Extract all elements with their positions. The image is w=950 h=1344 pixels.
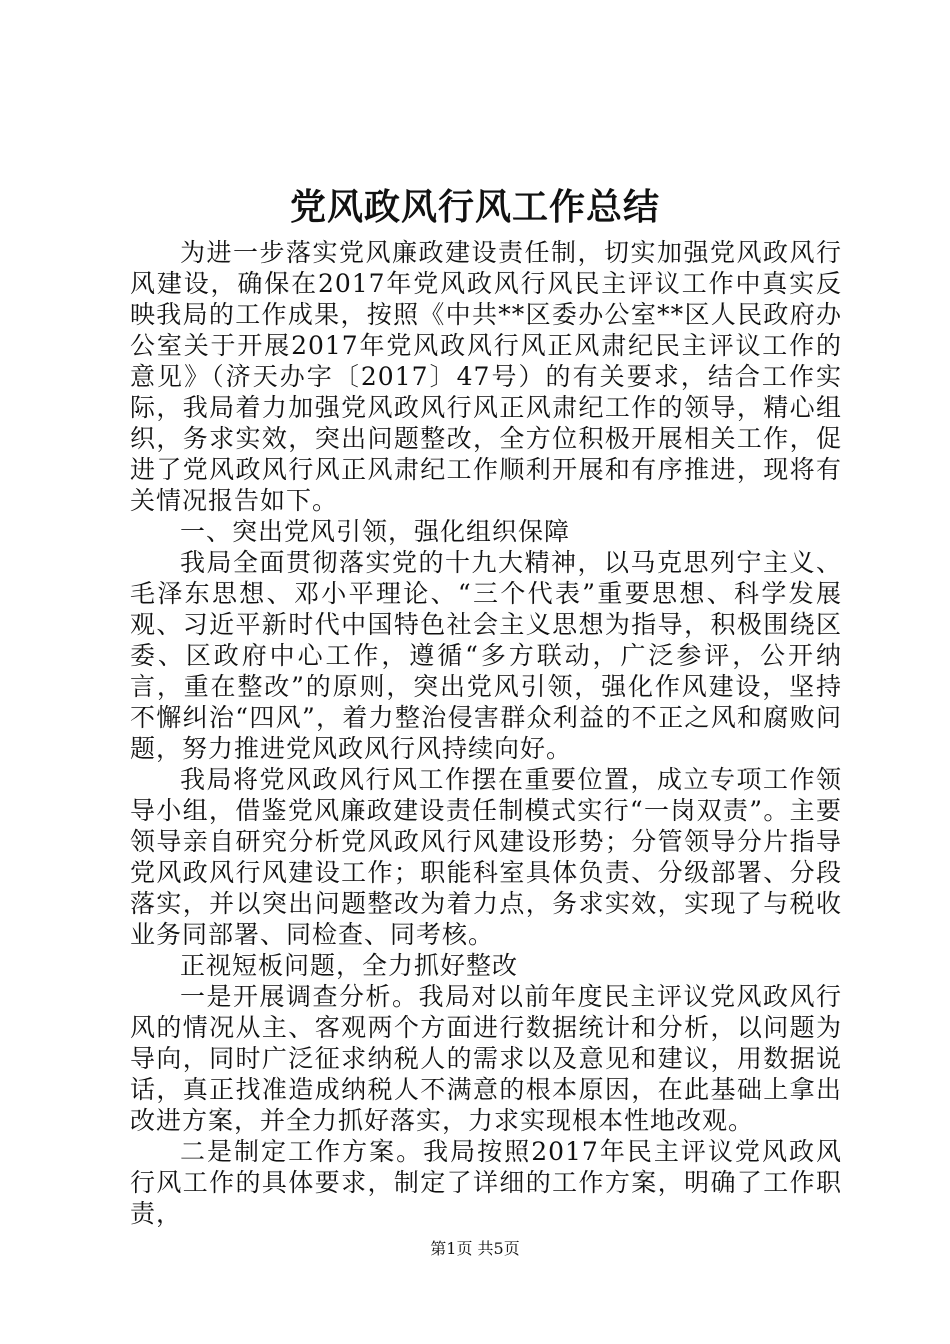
paragraph-intro: 为进一步落实党风廉政建设责任制，切实加强党风政风行风建设，确保在2017年党风政风行风民主评议工作中真实反映我局的工作成果，按照《中共**区委办公室**区人民政府办公室关于开展2017年党风政风行风正风肃纪民主评议工作的意见》（济天办字〔2017〕47号）的有关要求，结合工作实际，我局着力加强党风政风行风正风肃纪工作的领导，精心组织，务求实效，突出问题整改，全方位积极开展相关工作，促进了党风政风行风正风肃纪工作顺利开展和有序推进，现将有关情况报告如下。 <box>130 238 842 515</box>
page-number-footer: 第1页 共5页 <box>430 1239 520 1258</box>
paragraph-work-plan: 二是制定工作方案。我局按照2017年民主评议党风政风行风工作的具体要求，制定了详细的工作方案，明确了工作职责， <box>130 1137 842 1228</box>
section-heading-1: 一、突出党风引领，强化组织保障 <box>180 517 571 546</box>
document-body <box>130 237 842 1229</box>
paragraph-organization: 我局将党风政风行风工作摆在重要位置，成立专项工作领导小组，借鉴党风廉政建设责任制模式实行“一岗双责”。主要领导亲自研究分析党风政风行风建设形势；分管领导分片指导党风政风行风建设工作；职能科室具体负责、分级部署、分段落实，并以突出问题整改为着力点，务求实效，实现了与税收业务同部署、同检查、同考核。 <box>130 765 842 949</box>
section-heading-2: 正视短板问题，全力抓好整改 <box>180 951 519 980</box>
paragraph-guidance: 我局全面贯彻落实党的十九大精神，以马克思列宁主义、毛泽东思想、邓小平理论、“三个代表”重要思想、科学发展观、习近平新时代中国特色社会主义思想为指导，积极围绕区委、区政府中心工作，遵循“多方联动，广泛参评，公开纳言，重在整改”的原则，突出党风引领，强化作风建设，坚持不懈纠治“四风”，着力整治侵害群众利益的不正之风和腐败问题，努力推进党风政风行风持续向好。 <box>130 548 842 763</box>
document-title: 党风政风行风工作总结 <box>289 187 660 228</box>
paragraph-investigation: 一是开展调查分析。我局对以前年度民主评议党风政风行风的情况从主、客观两个方面进行数据统计和分析，以问题为导向，同时广泛征求纳税人的需求以及意见和建议，用数据说话，真正找准造成纳税人不满意的根本原因，在此基础上拿出改进方案，并全力抓好落实，力求实现根本性地改观。 <box>130 982 842 1135</box>
